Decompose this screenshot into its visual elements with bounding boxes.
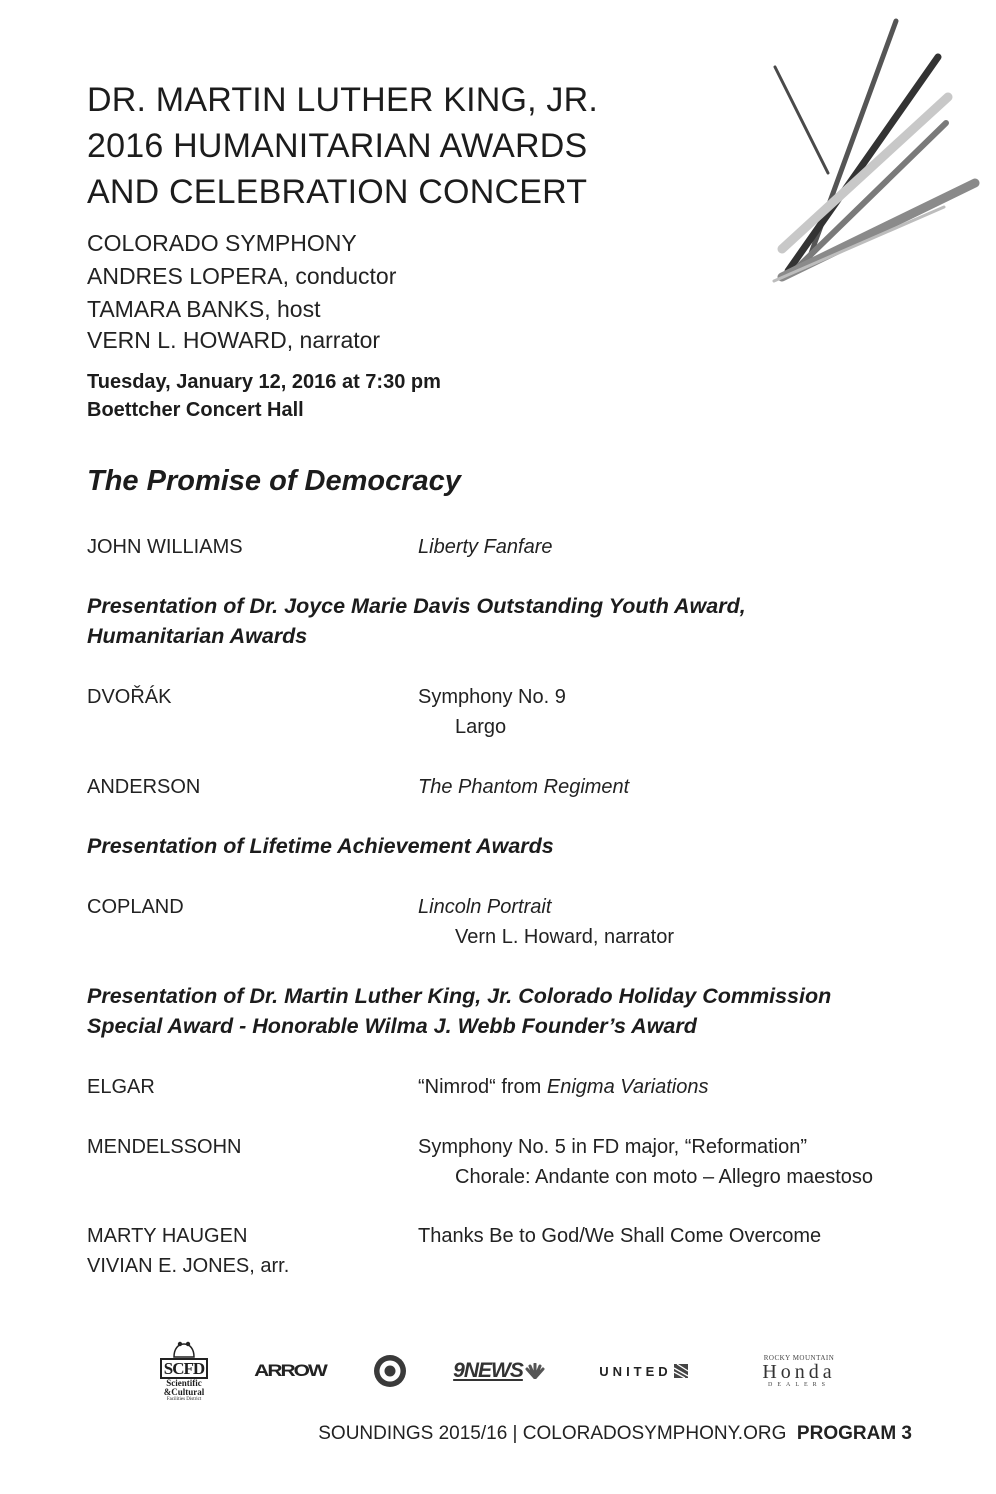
scfd-line3: &Cultural <box>163 1387 205 1397</box>
composer-williams: JOHN WILLIAMS <box>87 536 243 558</box>
honda-line1: ROCKY MOUNTAIN <box>763 1353 835 1362</box>
composer-elgar: ELGAR <box>87 1076 155 1098</box>
event-venue: Boettcher Concert Hall <box>87 399 304 421</box>
credit-name: TAMARA BANKS <box>87 296 265 322</box>
composer-mendelssohn: MENDELSSOHN <box>87 1136 242 1158</box>
globe-icon <box>673 1363 689 1379</box>
credit-narrator <box>87 324 380 357</box>
work-thanks-be-to-god: Thanks Be to God/We Shall Come Overcome <box>418 1225 822 1247</box>
footer-text: SOUNDINGS 2015/16 | COLORADOSYMPHONY.ORG <box>318 1423 787 1444</box>
work-nimrod-prefix: “Nimrod“ from <box>418 1076 547 1098</box>
title-line-1: DR. MARTIN LUTHER KING, JR. <box>87 81 599 119</box>
work-symphony-5: Symphony No. 5 in FD major, “Reformation” <box>418 1136 808 1158</box>
credit-orchestra <box>87 227 357 260</box>
credit-name: COLORADO SYMPHONY <box>87 230 357 256</box>
title-line-2: 2016 HUMANITARIAN AWARDS <box>87 127 588 165</box>
work-liberty-fanfare: Liberty Fanfare <box>418 536 553 558</box>
scfd-line2: Scientific <box>166 1378 202 1388</box>
honda-logo <box>758 1335 840 1407</box>
9news-logo <box>448 1335 550 1407</box>
work-enigma-variations: Enigma Variations <box>546 1076 709 1098</box>
arranger-jones: VIVIAN E. JONES, arr. <box>87 1255 290 1277</box>
presentation-holiday-commission-line1: Presentation of Dr. Martin Luther King, Jr. Colorado Holiday Commission <box>87 984 832 1008</box>
page-footer <box>318 1423 912 1445</box>
credit-name: VERN L. HOWARD <box>87 327 287 353</box>
arrow-logo <box>248 1335 332 1407</box>
work-nimrod <box>418 1072 708 1102</box>
event-datetime: Tuesday, January 12, 2016 at 7:30 pm <box>87 371 441 393</box>
movement-chorale: Chorale: Andante con moto – Allegro maestoso <box>455 1166 874 1188</box>
presentation-holiday-commission-line2: Special Award - Honorable Wilma J. Webb Founder’s Award <box>87 1014 697 1038</box>
composer-anderson: ANDERSON <box>87 776 201 798</box>
credit-host <box>87 293 321 326</box>
credit-conductor <box>87 260 396 293</box>
scfd-line4: Facilities District <box>166 1397 202 1402</box>
program-theme: The Promise of Democracy <box>87 465 461 497</box>
composer-copland: COPLAND <box>87 896 184 918</box>
credit-role: , host <box>264 296 321 322</box>
target-bullseye-icon <box>372 1353 408 1389</box>
scfd-wordmark: SCFD <box>160 1358 208 1379</box>
work-phantom-regiment: The Phantom Regiment <box>418 776 630 798</box>
scfd-logo <box>158 1335 210 1407</box>
decorative-streaks-graphic <box>760 15 990 295</box>
target-logo <box>370 1335 410 1407</box>
arrow-wordmark: ARROW <box>254 1361 326 1380</box>
credit-name: ANDRES LOPERA <box>87 263 283 289</box>
presentation-youth-award-line2: Humanitarian Awards <box>87 624 308 648</box>
movement-largo: Largo <box>455 716 507 738</box>
footer-program-label: PROGRAM 3 <box>796 1423 912 1444</box>
credit-role: , narrator <box>286 327 381 353</box>
work-symphony-9: Symphony No. 9 <box>418 686 566 708</box>
presentation-lifetime-achievement: Presentation of Lifetime Achievement Awards <box>87 834 554 858</box>
honda-wordmark: Honda <box>762 1360 836 1383</box>
title-line-3: AND CELEBRATION CONCERT <box>87 173 588 211</box>
united-logo <box>592 1335 696 1407</box>
work-lincoln-portrait: Lincoln Portrait <box>418 896 552 918</box>
credit-role: , conductor <box>282 263 397 289</box>
9news-wordmark: 9NEWS <box>453 1359 523 1382</box>
note-narrator: Vern L. Howard, narrator <box>455 926 674 948</box>
composer-haugen: MARTY HAUGEN <box>87 1225 248 1247</box>
bear-icon <box>171 1340 197 1358</box>
honda-line3: DEALERS <box>768 1381 830 1388</box>
presentation-youth-award-line1: Presentation of Dr. Joyce Marie Davis Outstanding Youth Award, <box>87 594 746 618</box>
united-wordmark: UNITED <box>599 1363 672 1379</box>
peacock-icon <box>525 1363 545 1379</box>
composer-dvorak: DVOŘÁK <box>87 686 172 708</box>
